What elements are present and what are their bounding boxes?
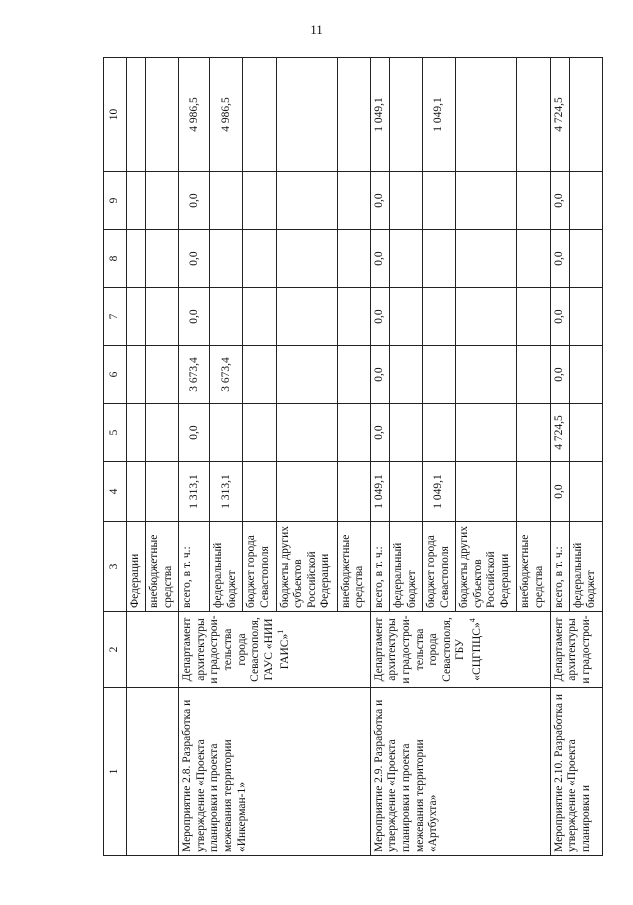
col-9: 9	[104, 172, 127, 230]
source-label: всего, в т. ч.:	[179, 522, 210, 612]
source-label: всего, в т. ч.:	[370, 522, 389, 612]
event-2-9: Мероприятие 2.9. Разработка и утверждение «Проекта планировки и проекта межевания территории «Артбухта»	[370, 688, 550, 856]
page-number: 11	[310, 22, 323, 37]
cont-event-cell	[127, 688, 179, 856]
header-row	[104, 58, 127, 856]
col-3: 3	[104, 522, 127, 612]
source-label: бюджет города Севастополя	[423, 522, 456, 612]
source-label: внебюджетные средства	[517, 522, 550, 612]
source-label: федеральный бюджет	[390, 522, 423, 612]
col-8: 8	[104, 230, 127, 288]
col-5: 5	[104, 404, 127, 462]
table-row: бюджет города Севастополя 1 049,1 1 049,1	[423, 58, 456, 856]
budget-table-container	[103, 58, 603, 856]
table-row: Мероприятие 2.9. Разработка и утверждение «Проекта планировки и проекта межевания территории «Артбухта» Департамент архитектуры и градострои-тельства города Севастополя, ГБУ «СЦГПЦС»$^4$ всего, в т. ч.: 1 049,1 0,0 0,0 0,0 0,0 0,0 1 049,1	[370, 58, 389, 856]
event-2-10: Мероприятие 2.10. Разработка и утверждение «Проекта планировки и	[550, 688, 602, 856]
col-1: 1	[104, 688, 127, 856]
cont-executor-cell	[127, 612, 179, 688]
rotated-table	[103, 58, 603, 856]
source-label: федеральный бюджет	[569, 522, 602, 612]
budget-table	[103, 57, 603, 856]
source-label: бюджет города Севастополя	[243, 522, 276, 612]
table-row: Мероприятие 2.8. Разработка и утверждение «Проекта планировки и проекта межевания территории «Инкерман-1» Департамент архитектуры и градострои-тельства города Севастополя, ГАУС «НИИ ГАИС»$^1$ всего, в т. ч.: 1 313,1 0,0 3 673,4 0,0 0,0 0,0 4 986,5	[179, 58, 210, 856]
event-2-8: Мероприятие 2.8. Разработка и утверждение «Проекта планировки и проекта межевания территории «Инкерман-1»	[179, 688, 371, 856]
col-2: 2	[104, 612, 127, 688]
col-4: 4	[104, 462, 127, 522]
col-7: 7	[104, 288, 127, 346]
source-label: бюджеты других субъектов Российской Федерации	[456, 522, 517, 612]
executor-2-10: Департамент архитектуры и градострои-	[550, 612, 602, 688]
table-row: Мероприятие 2.10. Разработка и утверждение «Проекта планировки и Департамент архитектуры и градострои- всего, в т. ч.: 0,0 4 724,5 0,0 0,0 0,0 0,0 4 724,5	[550, 58, 569, 856]
col-10: 10	[104, 58, 127, 172]
source-label: внебюджетные средства	[337, 522, 370, 612]
executor-2-8: Департамент архитектуры и градострои-тельства города Севастополя, ГАУС «НИИ ГАИС»$^1$	[179, 612, 371, 688]
table-row: федеральный бюджет 1 313,1 3 673,4 4 986,5	[210, 58, 243, 856]
source-label: федеральный бюджет	[210, 522, 243, 612]
col-6: 6	[104, 346, 127, 404]
source-label: Федерации	[127, 522, 146, 612]
source-label: всего, в т. ч.:	[550, 522, 569, 612]
source-label: бюджеты других субъектов Российской Федерации	[276, 522, 337, 612]
source-label: внебюджетные средства	[146, 522, 179, 612]
executor-2-9: Департамент архитектуры и градострои-тельства города Севастополя, ГБУ «СЦГПЦС»$^4$	[370, 612, 550, 688]
table-row	[127, 58, 146, 856]
